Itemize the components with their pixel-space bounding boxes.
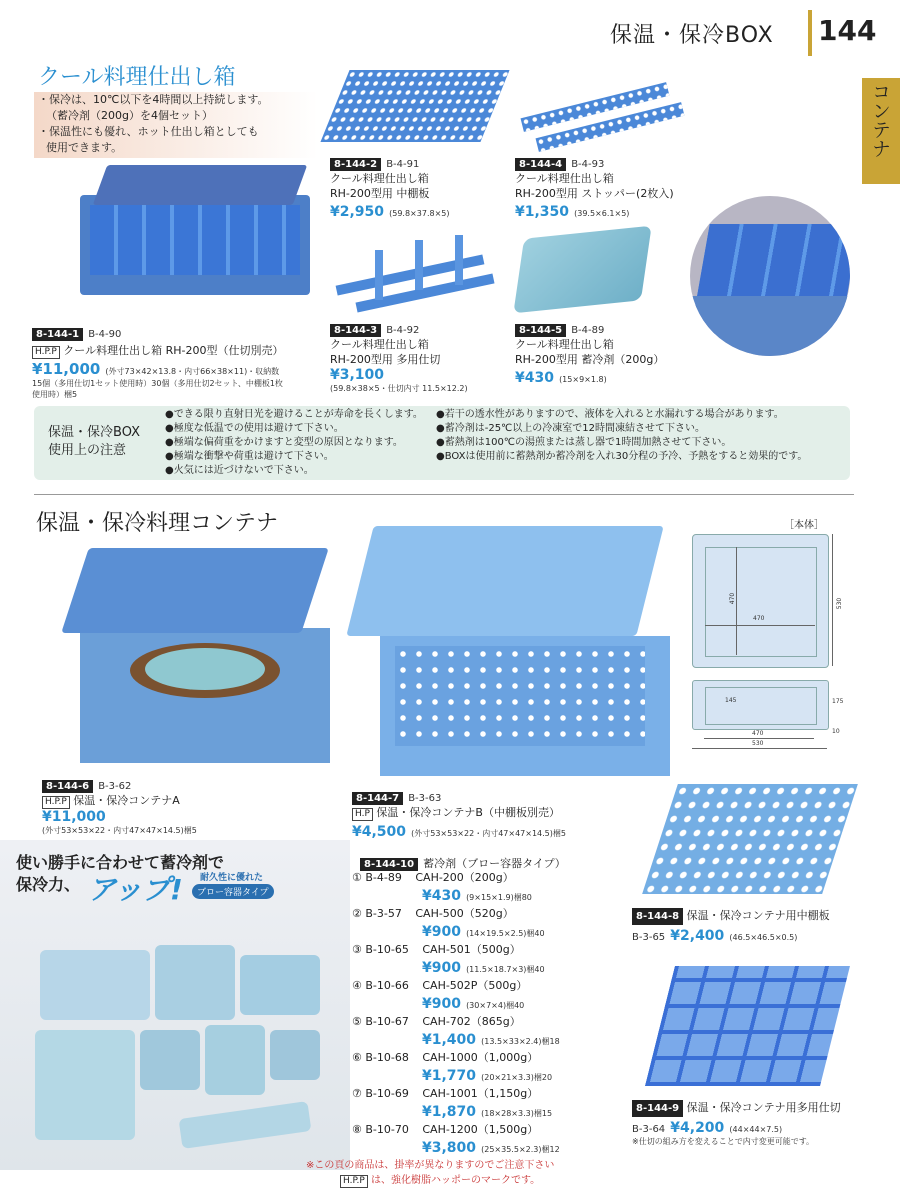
dim-label: 470 (752, 730, 764, 737)
caution-left-list (165, 408, 423, 478)
product-dims: (外寸53×53×22・内寸47×47×14.5)梱5 (411, 829, 566, 838)
product-ref: B-3-62 (98, 781, 132, 792)
product-dims: (30×7×4)梱40 (466, 1001, 525, 1010)
list-item (352, 1122, 612, 1158)
product-dims: (11.5×18.7×3)梱40 (466, 965, 545, 974)
multi-divider-image (335, 230, 495, 310)
caution-item: ●BOXは使用前に蓄熱剤か蓄冷剤を入れ30分程の予冷、予熱をすると効果的です。 (436, 451, 808, 462)
hpp-mark: H.P.P (42, 796, 70, 809)
list-item (352, 906, 612, 942)
product-dims: (18×28×3.3)梱15 (481, 1109, 553, 1118)
product-name: CAH-501（500g） (422, 943, 521, 956)
product-ref: B-10-65 (365, 943, 409, 956)
product-ref: B-3-57 (365, 907, 402, 920)
caution-item: ●火気には近づけないで下さい。 (165, 465, 314, 476)
promo-tag-badge: ブロー容器タイプ (192, 884, 274, 899)
cool-box-bullets (34, 92, 318, 158)
product-name: クール料理仕出し箱 (330, 172, 429, 185)
product-name: 保温・保冷コンテナB（中棚板別売） (376, 806, 560, 819)
product-8-144-4 (515, 152, 715, 220)
dim-530-line (832, 534, 833, 666)
promo-tag: 耐久性に優れた (200, 873, 264, 883)
product-ref: B-3-64 (632, 1124, 666, 1135)
product-price: ¥11,000 (32, 360, 101, 378)
item-number: ⑥ (352, 1051, 362, 1064)
product-name: CAH-200（200g） (415, 871, 514, 884)
product-price: ¥900 (422, 996, 461, 1012)
product-8-144-9 (632, 1100, 892, 1147)
product-price: ¥1,770 (422, 1068, 477, 1084)
product-dims: (外寸53×53×22・内寸47×47×14.5)梱5 (42, 826, 197, 835)
product-note: ※仕切の組み方を変えることで内寸変更可能です。 (632, 1137, 815, 1146)
caution-title-line: 使用上の注意 (48, 443, 127, 458)
promo-line: 保冷力、 (16, 875, 81, 894)
caution-item: ●極端な衝撃や荷重は避けて下さい。 (165, 451, 334, 462)
product-name: RH-200型用 蓄冷剤（200g） (515, 353, 665, 366)
product-ref: B-4-89 (571, 325, 605, 336)
product-name: RH-200型用 多用仕切 (330, 353, 441, 366)
product-note: 使用時）梱5 (32, 390, 78, 399)
list-item (352, 1050, 612, 1086)
caution-title-line: 保温・保冷BOX (48, 425, 140, 440)
product-ref: B-10-66 (365, 979, 409, 992)
product-dims: (14×19.5×2.5)梱40 (466, 929, 545, 938)
item-number: ④ (352, 979, 362, 992)
product-8-144-5 (515, 318, 695, 386)
container-a-image (60, 548, 330, 763)
product-code: 8-144-10 (360, 858, 418, 871)
product-dims: (25×35.5×2.3)梱12 (481, 1145, 560, 1154)
product-price: ¥2,400 (670, 928, 725, 944)
product-ref: B-4-93 (571, 159, 605, 170)
product-8-144-8 (632, 908, 872, 944)
item-number: ① (352, 871, 362, 884)
diagram-label: ［本体］ (784, 520, 824, 531)
product-code: 8-144-5 (515, 324, 566, 337)
product-name: クール料理仕出し箱 RH-200型（仕切別売） (63, 344, 284, 357)
product-name: CAH-500（520g） (415, 907, 514, 920)
item-number: ⑦ (352, 1087, 362, 1100)
product-price: ¥4,500 (352, 824, 407, 840)
bullet-line: ・保温性にも優れ、ホット仕出し箱としても (38, 125, 259, 138)
item-number: ⑤ (352, 1015, 362, 1028)
dim-label: 175 (832, 698, 844, 705)
container-divider-image (645, 966, 850, 1086)
hpp-mark: H.P (352, 808, 373, 821)
container-title: 保温・保冷料理コンテナ (36, 511, 279, 536)
ice-pack-image (513, 226, 651, 314)
product-name: クール料理仕出し箱 (515, 338, 614, 351)
product-dims: (13.5×33×2.4)梱18 (481, 1037, 560, 1046)
side-tab-label: コンテナ (869, 82, 891, 158)
item-number: ⑧ (352, 1123, 362, 1136)
product-code: 8-144-9 (632, 1100, 683, 1117)
product-price: ¥3,800 (422, 1140, 477, 1156)
list-item (352, 1014, 612, 1050)
product-dims: (39.5×6.1×5) (574, 209, 630, 218)
product-price: ¥11,000 (42, 809, 106, 825)
product-name: CAH-702（865g） (422, 1015, 521, 1028)
product-dims: (44×44×7.5) (729, 1125, 783, 1134)
product-price: ¥2,950 (330, 204, 385, 220)
product-dims: (外寸73×42×13.8・内寸66×38×11)・収納数 (105, 367, 280, 376)
bullet-line: 使用できます。 (46, 141, 123, 154)
product-price: ¥430 (515, 370, 554, 386)
product-8-144-7 (352, 786, 652, 840)
product-ref: B-4-92 (386, 325, 420, 336)
list-item (352, 978, 612, 1014)
product-name: RH-200型用 中棚板 (330, 187, 430, 200)
ice-packs-image (30, 930, 330, 1160)
section-header: 保温・保冷BOX (610, 23, 774, 48)
product-name: クール料理仕出し箱 (330, 338, 429, 351)
product-ref: B-3-63 (408, 793, 442, 804)
product-8-144-6 (42, 774, 312, 836)
caution-item: ●若干の透水性がありますので、液体を入れると水漏れする場合があります。 (436, 409, 784, 420)
product-name: RH-200型用 ストッパー(2枚入) (515, 187, 674, 200)
caution-item: ●蓄熱剤は100℃の湯煎または蒸し器で1時間加熱させて下さい。 (436, 437, 732, 448)
promo-big: アップ! (88, 873, 183, 906)
product-name: 保温・保冷コンテナA (73, 794, 180, 807)
dim-label: 530 (836, 597, 844, 610)
stopper-image (520, 70, 680, 140)
product-price: ¥1,870 (422, 1104, 477, 1120)
product-ref: B-4-90 (88, 329, 122, 340)
caution-item: ●極度な低温での使用は避けて下さい。 (165, 423, 344, 434)
product-main-block (32, 322, 332, 400)
product-dims: (15×9×1.8) (559, 375, 607, 384)
product-code: 8-144-2 (330, 158, 381, 171)
container-plan-diagram (692, 534, 829, 668)
caution-item: ●できる限り直射日光を避けることが寿命を長くします。 (165, 409, 423, 420)
product-ref: B-3-65 (632, 932, 666, 943)
product-code: 8-144-6 (42, 780, 93, 793)
hpp-mark: H.P.P (32, 346, 60, 359)
dim-label: 470 (753, 615, 765, 622)
product-ref: B-10-68 (365, 1051, 409, 1064)
ice-pack-list (352, 870, 612, 1158)
product-8-144-2 (330, 152, 510, 220)
product-name: CAH-1200（1,500g） (422, 1123, 539, 1136)
dim-label: 470 (729, 592, 737, 605)
list-item (352, 870, 612, 906)
bullet-line: ・保冷は、10℃以下を4時間以上持続します。 (38, 93, 269, 106)
cool-box-title: クール料理仕出し箱 (38, 65, 236, 90)
product-code: 8-144-3 (330, 324, 381, 337)
shelf-board-image (320, 70, 509, 142)
product-price: ¥430 (422, 888, 461, 904)
product-price: ¥900 (422, 960, 461, 976)
product-dims: (20×21×3.3)梱20 (481, 1073, 553, 1082)
product-name: 蓄冷剤（ブロー容器タイプ） (423, 857, 566, 870)
bullet-line: （蓄冷剤（200g）を4個セット） (46, 109, 213, 122)
product-ref: B-4-89 (365, 871, 402, 884)
caution-right-list (436, 408, 807, 464)
caution-title (48, 424, 140, 460)
product-price: ¥900 (422, 924, 461, 940)
detail-photo (690, 196, 850, 356)
promo-line: 使い勝手に合わせて蓄冷剤で (16, 853, 225, 872)
product-name: 保温・保冷コンテナ用中棚板 (686, 909, 830, 922)
product-name: 保温・保冷コンテナ用多用仕切 (686, 1101, 841, 1114)
header-divider (808, 10, 812, 56)
product-price: ¥3,100 (330, 367, 385, 383)
dim-label: 145 (725, 697, 737, 704)
page-number: 144 (818, 14, 877, 47)
item-number: ③ (352, 943, 362, 956)
product-ref: B-4-91 (386, 159, 420, 170)
product-code: 8-144-1 (32, 328, 83, 341)
product-ref: B-10-69 (365, 1087, 409, 1100)
cool-box-image (80, 165, 310, 315)
footer-line: ※この頁の商品は、掛率が異なりますのでご注意下さい (306, 1160, 555, 1171)
product-note: 15個（多用仕切1セット使用時）30個（多用仕切2セット、中棚板1枚 (32, 379, 283, 388)
product-code: 8-144-4 (515, 158, 566, 171)
product-dims: (59.8×38×5・仕切内寸 11.5×12.2) (330, 384, 468, 393)
product-ref: B-10-67 (365, 1015, 409, 1028)
caution-item: ●蓄冷剤は-25℃以上の冷凍室で12時間凍結させて下さい。 (436, 423, 706, 434)
product-code: 8-144-8 (632, 908, 683, 925)
dim-label: 10 (832, 728, 840, 735)
section-divider (34, 494, 854, 495)
list-item (352, 1086, 612, 1122)
product-8-144-3 (330, 318, 520, 394)
product-name: CAH-502P（500g） (422, 979, 528, 992)
product-name: クール料理仕出し箱 (515, 172, 614, 185)
dim-line (692, 748, 827, 749)
product-dims: (59.8×37.8×5) (389, 209, 450, 218)
product-name: CAH-1001（1,150g） (422, 1087, 539, 1100)
list-item (352, 942, 612, 978)
container-shelf-image (642, 784, 858, 894)
product-price: ¥1,400 (422, 1032, 477, 1048)
container-side-diagram (692, 680, 829, 730)
ice-pack-header (360, 852, 566, 871)
item-number: ② (352, 907, 362, 920)
footer-note (306, 1158, 554, 1188)
product-dims: (46.5×46.5×0.5) (729, 933, 798, 942)
caution-item: ●極端な偏荷重をかけますと変型の原因となります。 (165, 437, 403, 448)
product-ref: B-10-70 (365, 1123, 409, 1136)
footer-line: は、強化樹脂ハッポーのマークです。 (370, 1175, 541, 1186)
dim-label: 530 (752, 740, 764, 747)
hpp-mark: H.P.P (340, 1175, 368, 1188)
container-b-image (350, 526, 670, 776)
product-price: ¥4,200 (670, 1120, 725, 1136)
product-code: 8-144-7 (352, 792, 403, 805)
product-dims: (9×15×1.9)梱80 (466, 893, 532, 902)
product-price: ¥1,350 (515, 204, 570, 220)
dim-line (704, 738, 814, 739)
product-name: CAH-1000（1,000g） (422, 1051, 539, 1064)
